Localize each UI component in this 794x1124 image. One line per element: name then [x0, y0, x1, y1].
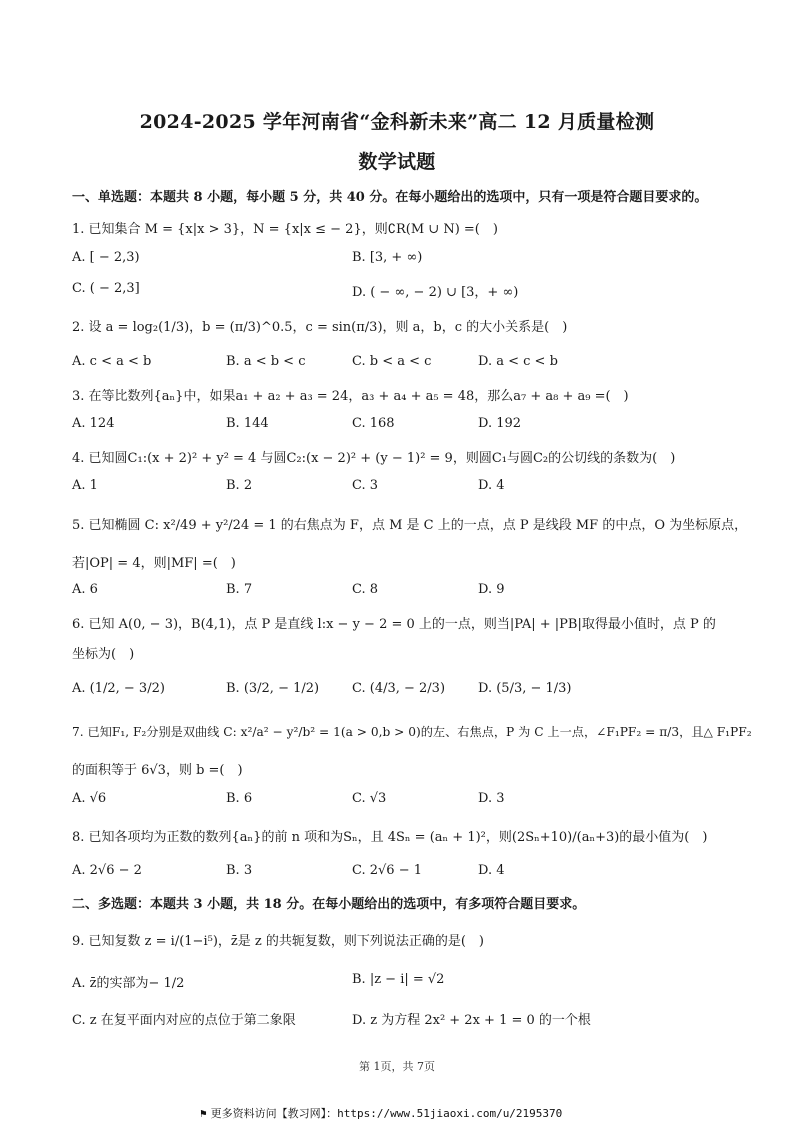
- question-2-option-c: C. b < a < c: [352, 354, 432, 369]
- question-3-option-b: B. 144: [226, 416, 269, 431]
- question-9-option-b: B. |z − i| = √2: [352, 972, 445, 987]
- question-9-option-d: D. z 为方程 2x² + 2x + 1 = 0 的一个根: [352, 1013, 591, 1028]
- question-5-option-d: D. 9: [478, 582, 505, 597]
- question-1-option-a: A. [ − 2,3): [72, 250, 140, 265]
- exam-subtitle: 数学试题: [358, 151, 436, 173]
- question-4-option-d: D. 4: [478, 478, 505, 493]
- question-1-stem: 1. 已知集合 M = {x|x > 3}，N = {x|x ≤ − 2}，则∁R(M ∪ N) =( ): [72, 222, 498, 237]
- section-single-choice: 一、单选题：本题共 8 小题，每小题 5 分，共 40 分。在每小题给出的选项中，只有一项是符合题目要求的。: [72, 190, 708, 205]
- question-2-stem: 2. 设 a = log₂(1/3)，b = (π/3)^0.5，c = sin(π/3)，则 a，b，c 的大小关系是( ): [72, 320, 568, 335]
- promo-link[interactable]: [200, 1105, 562, 1121]
- question-1-option-c: C. ( − 2,3]: [72, 281, 140, 296]
- question-3-option-d: D. 192: [478, 416, 522, 431]
- question-5-option-a: A. 6: [72, 582, 98, 597]
- question-7-stem-line-2: 的面积等于 6√3，则 b =( ): [72, 763, 243, 778]
- question-8-stem: 8. 已知各项均为正数的数列{aₙ}的前 n 项和为Sₙ，且 4Sₙ = (aₙ + 1)²，则(2Sₙ+10)/(aₙ+3)的最小值为( ): [72, 830, 708, 845]
- question-8-option-c: C. 2√6 − 1: [352, 863, 423, 878]
- flag-icon: ⚑: [200, 1107, 207, 1120]
- question-1-option-d: D. ( − ∞, − 2) ∪ [3，+ ∞): [352, 285, 519, 300]
- question-9-option-c: C. z 在复平面内对应的点位于第二象限: [72, 1013, 296, 1028]
- question-8-option-a: A. 2√6 − 2: [72, 863, 142, 878]
- question-6-option-c: C. (4/3, − 2/3): [352, 681, 446, 696]
- question-7-option-c: C. √3: [352, 791, 387, 806]
- exam-title: 2024-2025 学年河南省“金科新未来”高二 12 月质量检测: [139, 111, 655, 133]
- question-2-option-a: A. c < a < b: [72, 354, 152, 369]
- question-9-option-a: A. z̄的实部为− 1/2: [72, 976, 185, 991]
- question-4-stem: 4. 已知圆C₁:(x + 2)² + y² = 4 与圆C₂:(x − 2)² + (y − 1)² = 9，则圆C₁与圆C₂的公切线的条数为( ): [72, 451, 676, 466]
- question-3-option-c: C. 168: [352, 416, 395, 431]
- promo-text[interactable]: 更多资料访问【教习网】：https://www.51jiaoxi.com/u/2195370: [210, 1107, 563, 1120]
- page-number: 第 1页，共 7页: [359, 1060, 435, 1073]
- question-5-option-b: B. 7: [226, 582, 253, 597]
- question-7-option-b: B. 6: [226, 791, 253, 806]
- question-5-stem-line-1: 5. 已知椭圆 C: x²/49 + y²/24 = 1 的右焦点为 F，点 M 是 C 上的一点，点 P 是线段 MF 的中点，O 为坐标原点，: [72, 518, 748, 533]
- question-7-option-d: D. 3: [478, 791, 505, 806]
- question-5-stem-line-2: 若|OP| = 4，则|MF| =( ): [72, 556, 236, 571]
- question-2-option-d: D. a < c < b: [478, 354, 558, 369]
- question-6-option-d: D. (5/3, − 1/3): [478, 681, 572, 696]
- section-multiple-choice: 二、多选题：本题共 3 小题，共 18 分。在每小题给出的选项中，有多项符合题目要求。: [72, 897, 586, 912]
- question-4-option-b: B. 2: [226, 478, 253, 493]
- question-8-option-b: B. 3: [226, 863, 253, 878]
- question-6-option-a: A. (1/2, − 3/2): [72, 681, 165, 696]
- question-6-stem-line-1: 6. 已知 A(0, − 3)，B(4,1)，点 P 是直线 l:x − y − 2 = 0 上的一点，则当|PA| + |PB|取得最小值时，点 P 的: [72, 617, 716, 632]
- question-6-stem-line-2: 坐标为( ): [72, 647, 135, 662]
- question-3-stem: 3. 在等比数列{aₙ}中，如果a₁ + a₂ + a₃ = 24，a₃ + a₄ + a₅ = 48，那么a₇ + a₈ + a₉ =( ): [72, 389, 629, 404]
- question-2-option-b: B. a < b < c: [226, 354, 306, 369]
- question-1-option-b: B. [3, + ∞): [352, 250, 423, 265]
- question-9-stem: 9. 已知复数 z = i/(1−i⁵)，z̄是 z 的共轭复数，则下列说法正确的是( ): [72, 934, 484, 949]
- question-5-option-c: C. 8: [352, 582, 379, 597]
- question-7-option-a: A. √6: [72, 791, 107, 806]
- question-6-option-b: B. (3/2, − 1/2): [226, 681, 320, 696]
- question-8-option-d: D. 4: [478, 863, 505, 878]
- question-3-option-a: A. 124: [72, 416, 115, 431]
- question-4-option-a: A. 1: [72, 478, 98, 493]
- question-4-option-c: C. 3: [352, 478, 379, 493]
- question-7-stem-line-1: 7. 已知F₁, F₂分别是双曲线 C: x²/a² − y²/b² = 1(a > 0,b > 0)的左、右焦点，P 为 C 上一点，∠F₁PF₂ = π/3，且△ F₁PF₂: [72, 725, 752, 739]
